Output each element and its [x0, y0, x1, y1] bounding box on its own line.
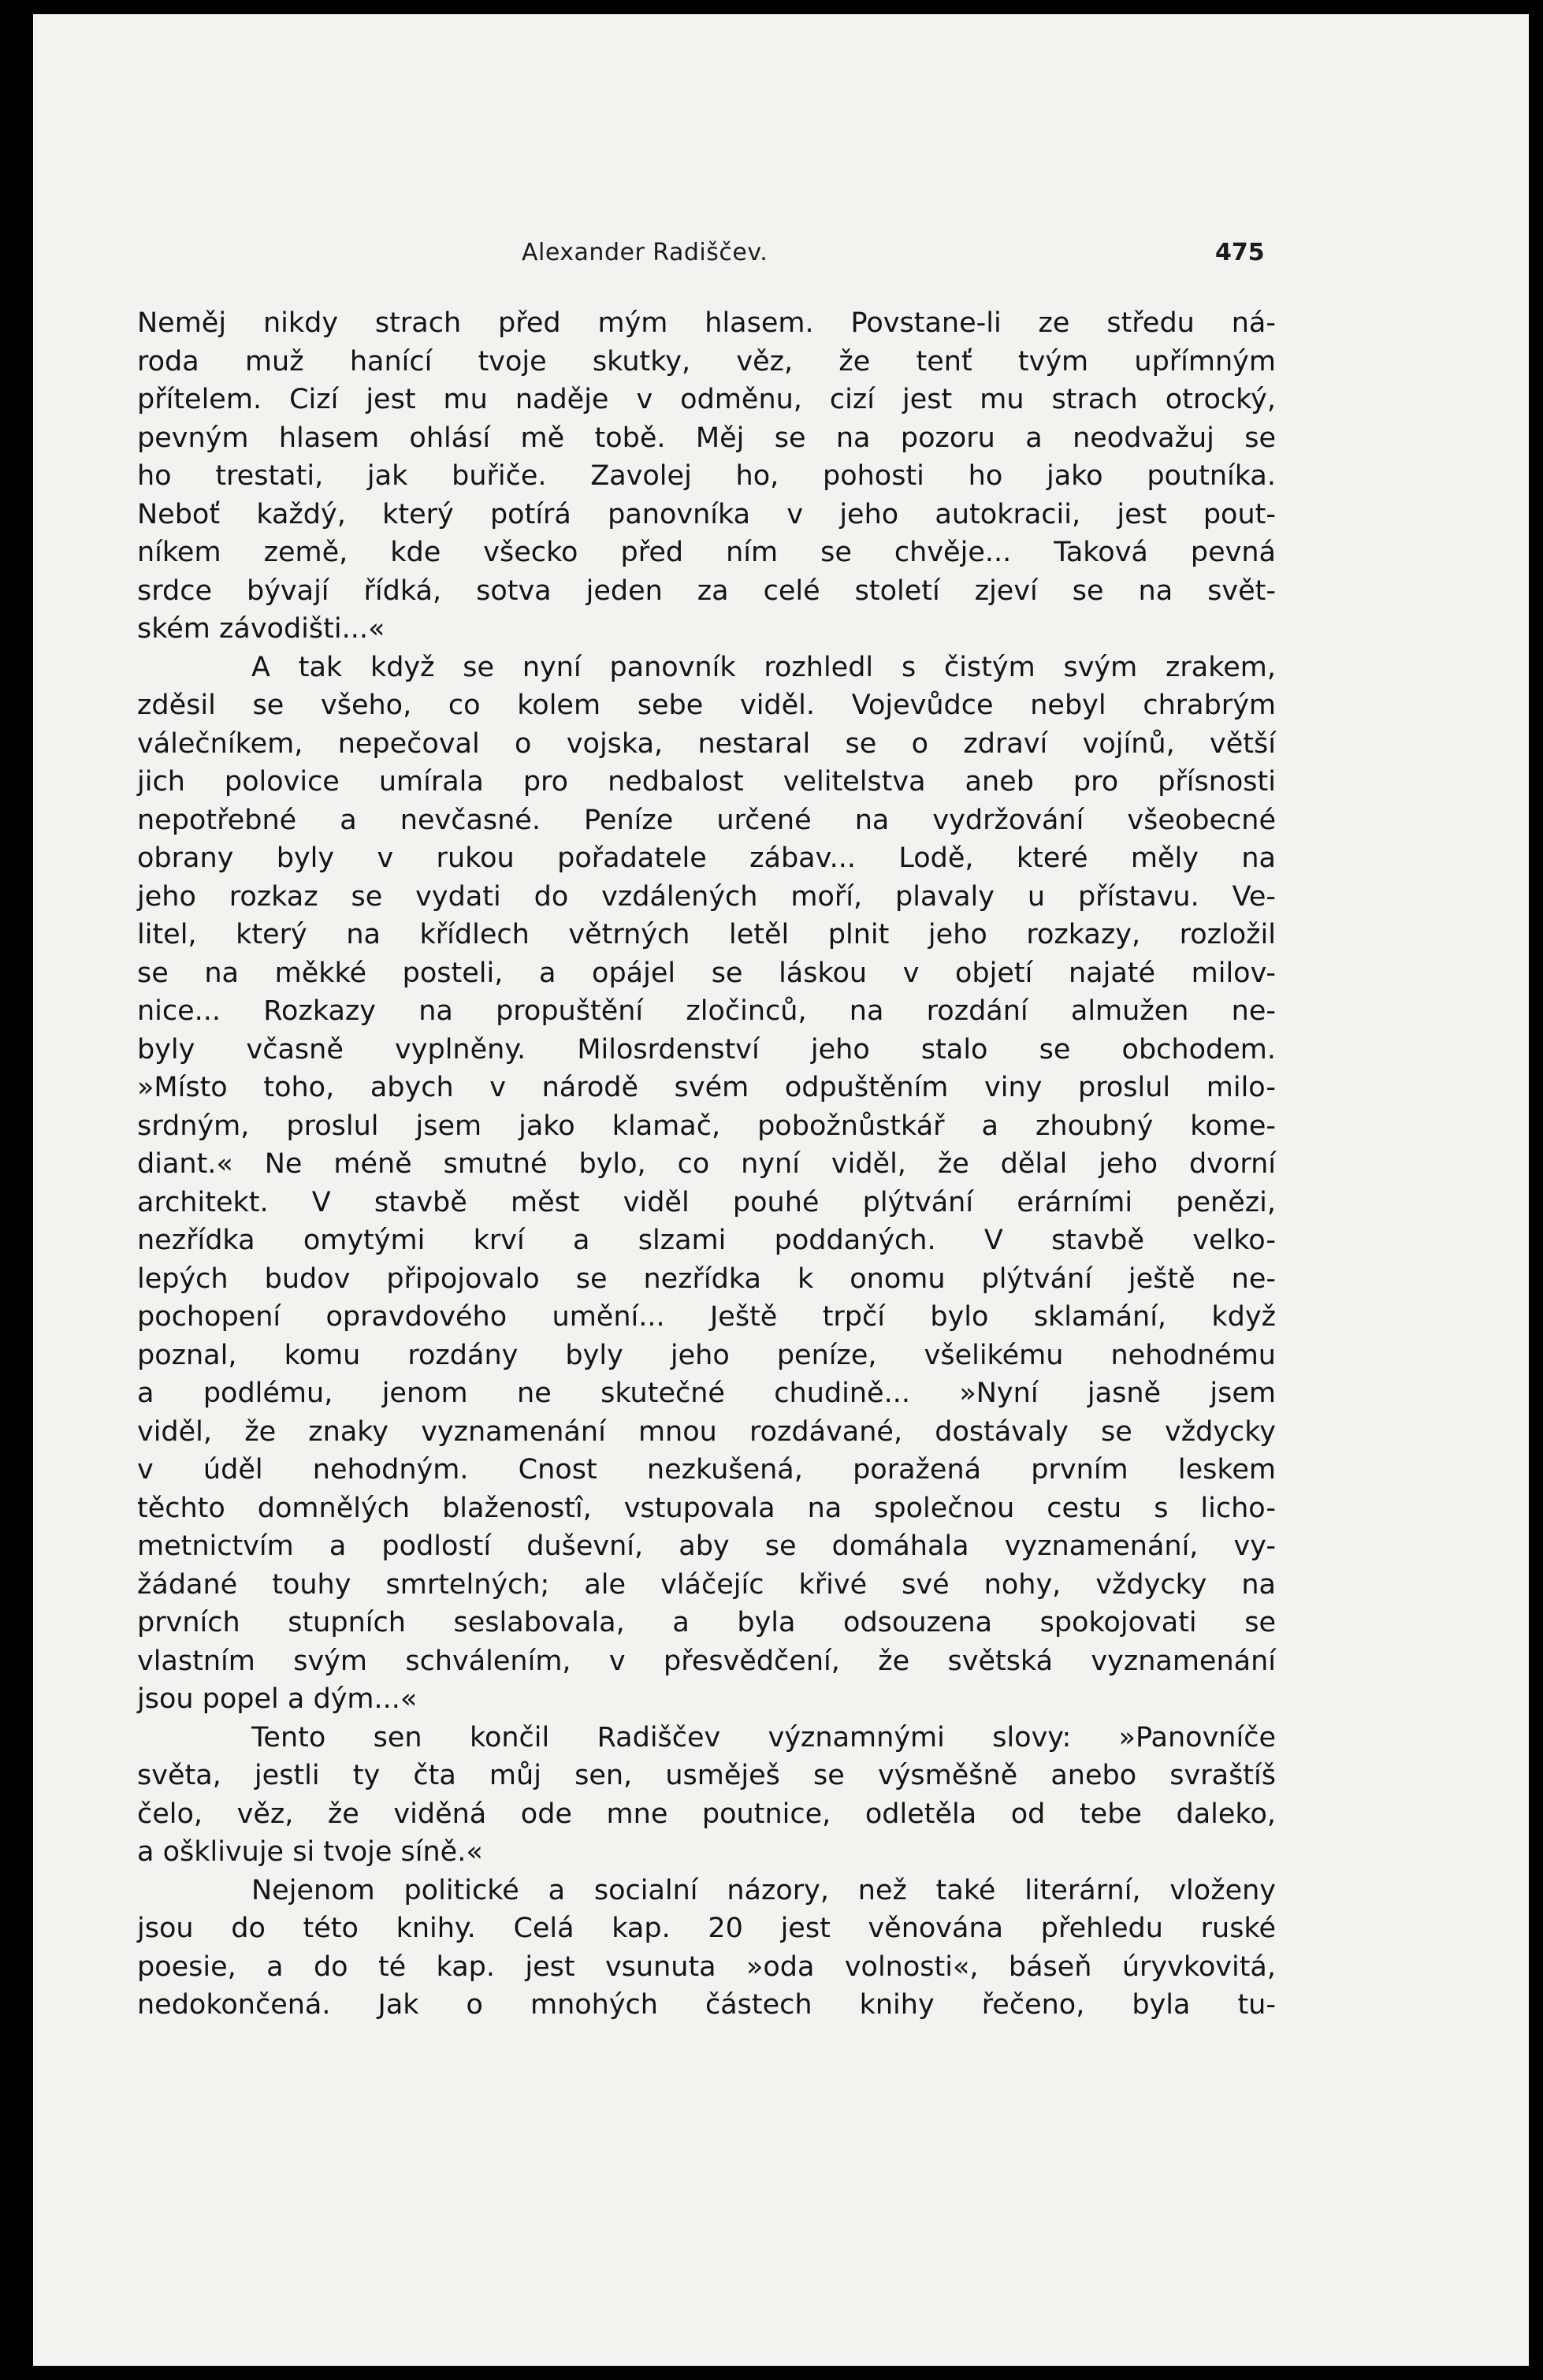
text-line: Neboť každý, který potírá panovníka v jeho autokracii, jest pout-: [137, 498, 1276, 530]
text-line: srdným, proslul jsem jako klamač, pobožnůstkář a zhoubný kome-: [137, 1110, 1276, 1142]
text-line: žádané touhy smrtelných; ale vláčejíc křivé své nohy, vždycky na: [137, 1568, 1276, 1601]
text-line: architekt. V stavbě měst viděl pouhé plýtvání erárními penězi,: [137, 1186, 1276, 1218]
text-line: prvních stupních seslabovala, a byla odsouzena spokojovati se: [137, 1607, 1276, 1638]
text-line: byly včasně vyplněny. Milosrdenství jeho stalo se obchodem.: [137, 1033, 1276, 1065]
running-title: Alexander Radiščev.: [522, 239, 768, 266]
text-line: pochopení opravdového umění... Ještě trpčí bylo sklamání, když: [137, 1301, 1276, 1333]
body-text: [137, 304, 1276, 2025]
text-line: světa, jestli ty čta můj sen, usměješ se výsměšně anebo svraštíš: [137, 1760, 1276, 1791]
text-line: zděsil se všeho, co kolem sebe viděl. Vojevůdce nebyl chrabrým: [137, 690, 1276, 721]
text-line: Tento sen končil Radiščev významnými slovy: »Panovníče: [251, 1721, 1276, 1753]
page-number: 475: [1215, 239, 1265, 266]
text-line: diant.« Ne méně smutné bylo, co nyní viděl, že dělal jeho dvorní: [137, 1148, 1276, 1180]
book-page: [33, 14, 1529, 2366]
text-line: ho trestati, jak buřiče. Zavolej ho, pohosti ho jako poutníka.: [137, 460, 1276, 492]
text-line: vlastním svým schválením, v přesvědčení, že světská vyznamenání: [137, 1645, 1276, 1677]
text-line: »Místo toho, abych v národě svém odpuštěním viny proslul milo-: [137, 1072, 1276, 1103]
text-line: Neměj nikdy strach před mým hlasem. Povstane-li ze středu ná-: [137, 307, 1276, 339]
text-line: v úděl nehodným. Cnost nezkušená, poražená prvním leskem: [137, 1454, 1276, 1486]
text-line: nezřídka omytými krví a slzami poddaných. V stavbě velko-: [137, 1225, 1276, 1256]
text-line: ském závodišti...«: [137, 613, 385, 645]
text-line: roda muž hanící tvoje skutky, věz, že tenť tvým upřímným: [137, 345, 1276, 377]
text-line: Nejenom politické a socialní názory, než také literární, vloženy: [251, 1874, 1276, 1906]
text-line: A tak když se nyní panovník rozhledl s čistým svým zrakem,: [251, 651, 1276, 683]
text-line: jeho rozkaz se vydati do vzdálených moří, plavaly u přístavu. Ve-: [137, 880, 1276, 913]
text-line: nice... Rozkazy na propuštění zločinců, na rozdání almužen ne-: [137, 995, 1276, 1027]
text-line: níkem země, kde všecko před ním se chvěje... Taková pevná: [137, 537, 1276, 568]
page-header: [33, 239, 1529, 278]
text-line: nedokončená. Jak o mnohých částech knihy řečeno, byla tu-: [137, 1989, 1276, 2021]
text-line: viděl, že znaky vyznamenání mnou rozdávané, dostávaly se vždycky: [137, 1415, 1276, 1448]
text-line: přítelem. Cizí jest mu naděje v odměnu, cizí jest mu strach otrocký,: [137, 384, 1276, 415]
text-line: metnictvím a podlostí duševní, aby se domáhala vyznamenání, vy-: [137, 1530, 1276, 1562]
text-line: a ošklivuje si tvoje síně.«: [137, 1836, 483, 1868]
text-line: se na měkké posteli, a opájel se láskou v objetí najaté milov-: [137, 957, 1276, 989]
text-line: poesie, a do té kap. jest vsunuta »oda volnosti«, báseň úryvkovitá,: [137, 1950, 1276, 1983]
text-line: pevným hlasem ohlásí mě tobě. Měj se na pozoru a neodvažuj se: [137, 422, 1276, 454]
text-line: jich polovice umírala pro nedbalost velitelstva aneb pro přísnosti: [137, 766, 1276, 798]
text-line: a podlému, jenom ne skutečné chudině... »Nyní jasně jsem: [137, 1378, 1276, 1409]
text-line: válečníkem, nepečoval o vojska, nestaral se o zdraví vojínů, větší: [137, 727, 1276, 760]
text-line: nepotřebné a nevčasné. Peníze určené na vydržování všeobecné: [137, 804, 1276, 836]
text-line: srdce bývají řídká, sotva jeden za celé století zjeví se na svět-: [137, 575, 1276, 607]
text-line: poznal, komu rozdány byly jeho peníze, všelikému nehodnému: [137, 1339, 1276, 1371]
text-line: jsou popel a dým...«: [137, 1683, 418, 1715]
text-line: jsou do této knihy. Celá kap. 20 jest věnována přehledu ruské: [137, 1913, 1276, 1944]
text-line: litel, který na křídlech větrných letěl plnit jeho rozkazy, rozložil: [137, 919, 1276, 950]
text-line: čelo, věz, že viděná ode mne poutnice, odletěla od tebe daleko,: [137, 1798, 1276, 1830]
text-line: lepých budov připojovalo se nezřídka k onomu plýtvání ještě ne-: [137, 1263, 1276, 1295]
text-line: obrany byly v rukou pořadatele zábav... Lodě, které měly na: [137, 842, 1276, 874]
text-line: těchto domnělých blaženostî, vstupovala na společnou cestu s licho-: [137, 1492, 1276, 1524]
